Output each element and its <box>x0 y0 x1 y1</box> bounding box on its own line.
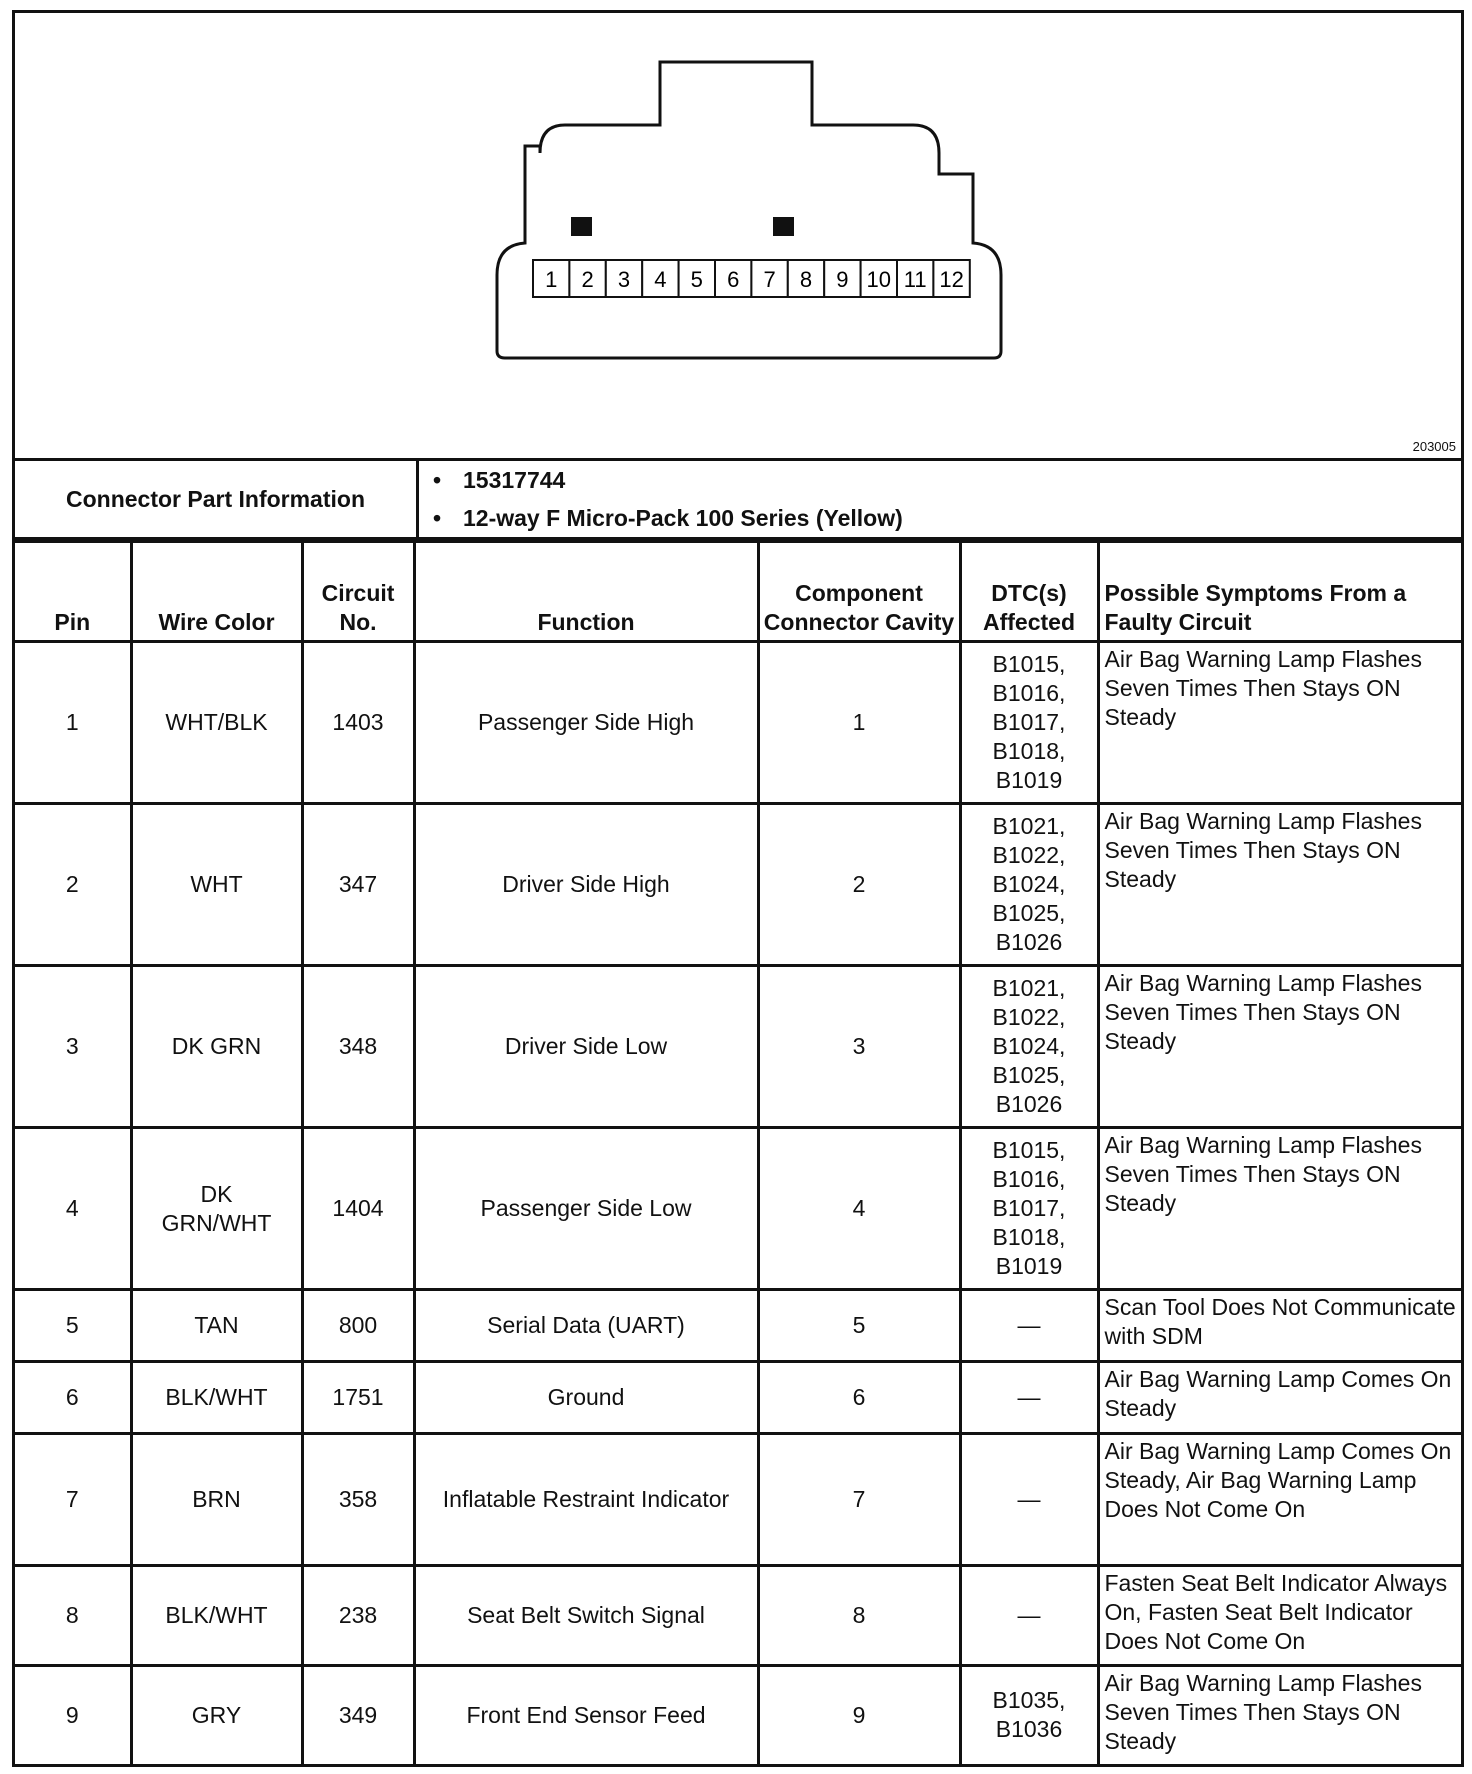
circuit-no-cell: 1751 <box>302 1362 414 1434</box>
symptoms-cell: Air Bag Warning Lamp Flashes Seven Times Then Stays ON Steady <box>1098 1128 1461 1290</box>
pin-number: 4 <box>654 267 667 292</box>
circuit-no-cell: 1404 <box>302 1128 414 1290</box>
dtc-code: — <box>1017 1486 1041 1512</box>
circuit-no-cell: 238 <box>302 1566 414 1666</box>
function-cell: Driver Side High <box>414 804 758 966</box>
dtc-code: B1021, <box>992 975 1066 1001</box>
table-header-row <box>15 542 1461 642</box>
pin-cell: 9 <box>15 1666 131 1764</box>
symptoms-cell: Air Bag Warning Lamp Flashes Seven Times Then Stays ON Steady <box>1098 804 1461 966</box>
dtc-code: — <box>1017 1602 1041 1628</box>
pin-number: 11 <box>903 267 927 292</box>
pin-cell: 1 <box>15 642 131 804</box>
function-cell: Serial Data (UART) <box>414 1290 758 1362</box>
dtc-code: — <box>1017 1312 1041 1338</box>
dtc-code: B1015, <box>992 1137 1066 1163</box>
cavity-cell: 3 <box>758 966 960 1128</box>
pin-number: 9 <box>836 267 849 292</box>
circuit-no-cell: 348 <box>302 966 414 1128</box>
dtc-code: B1019 <box>995 767 1063 793</box>
dtc-code: B1021, <box>992 813 1066 839</box>
connector-outline <box>497 62 1001 358</box>
cavity-cell: 6 <box>758 1362 960 1434</box>
dtc-code: B1018, <box>992 738 1066 764</box>
header-symptoms: Possible Symptoms From a Faulty Circuit <box>1098 542 1461 642</box>
symptoms-cell: Fasten Seat Belt Indicator Always On, Fasten Seat Belt Indicator Does Not Come On <box>1098 1566 1461 1666</box>
pin-number: 10 <box>866 267 892 292</box>
connector-diagram-panel <box>15 13 1461 461</box>
dtc-code: B1015, <box>992 651 1066 677</box>
figure-id: 203005 <box>1412 439 1456 454</box>
cavity-cell: 2 <box>758 804 960 966</box>
dtc-code: B1016, <box>992 1166 1066 1192</box>
dtc-code: B1017, <box>992 1195 1066 1221</box>
cavity-cell: 8 <box>758 1566 960 1666</box>
wire-color-cell: BLK/WHT <box>131 1566 302 1666</box>
dtc-code: B1026 <box>995 1091 1063 1117</box>
latch-key-right <box>773 217 794 236</box>
pin-cavity-row <box>533 260 970 297</box>
table-row <box>15 1362 1461 1434</box>
dtc-cell <box>960 642 1098 804</box>
pin-cell: 4 <box>15 1128 131 1290</box>
circuit-no-cell: 347 <box>302 804 414 966</box>
table-row <box>15 804 1461 966</box>
pin-cell: 5 <box>15 1290 131 1362</box>
header-wire-color: Wire Color <box>131 542 302 642</box>
dtc-code: B1024, <box>992 871 1066 897</box>
function-cell: Inflatable Restraint Indicator <box>414 1434 758 1566</box>
pin-cell: 8 <box>15 1566 131 1666</box>
dtc-code: B1018, <box>992 1224 1066 1250</box>
header-function: Function <box>414 542 758 642</box>
pinout-table <box>15 540 1461 1764</box>
function-cell: Passenger Side Low <box>414 1128 758 1290</box>
connector-face-drawing <box>15 13 1461 438</box>
dtc-cell <box>960 1434 1098 1566</box>
pin-cell: 2 <box>15 804 131 966</box>
symptoms-cell: Air Bag Warning Lamp Flashes Seven Times Then Stays ON Steady <box>1098 642 1461 804</box>
dtc-code: B1025, <box>992 900 1066 926</box>
wire-color-cell: DK GRN/WHT <box>131 1128 302 1290</box>
pin-number: 2 <box>581 267 594 292</box>
function-cell: Front End Sensor Feed <box>414 1666 758 1764</box>
cavity-cell: 7 <box>758 1434 960 1566</box>
pin-number: 1 <box>545 267 558 292</box>
dtc-cell <box>960 1290 1098 1362</box>
symptoms-cell: Scan Tool Does Not Communicate with SDM <box>1098 1290 1461 1362</box>
header-dtc: DTC(s) Affected <box>960 542 1098 642</box>
function-cell: Passenger Side High <box>414 642 758 804</box>
function-cell: Seat Belt Switch Signal <box>414 1566 758 1666</box>
pin-number: 3 <box>617 267 631 292</box>
table-row <box>15 1434 1461 1566</box>
dtc-cell <box>960 966 1098 1128</box>
cavity-cell: 9 <box>758 1666 960 1764</box>
circuit-no-cell: 1403 <box>302 642 414 804</box>
table-row <box>15 966 1461 1128</box>
table-row <box>15 1128 1461 1290</box>
pin-number: 8 <box>799 267 813 292</box>
wire-color-cell: WHT <box>131 804 302 966</box>
dtc-code: B1016, <box>992 680 1066 706</box>
wire-color-cell: GRY <box>131 1666 302 1764</box>
pin-number: 7 <box>763 267 776 292</box>
connector-part-information-label: Connector Part Information <box>15 461 419 537</box>
dtc-code: B1035, <box>992 1687 1066 1714</box>
table-row <box>15 1290 1461 1362</box>
symptoms-cell: Air Bag Warning Lamp Comes On Steady, Air Bag Warning Lamp Does Not Come On <box>1098 1434 1461 1566</box>
latch-key-left <box>571 217 592 236</box>
dtc-code: — <box>1017 1384 1041 1410</box>
cavity-cell: 4 <box>758 1128 960 1290</box>
dtc-code: B1019 <box>995 1253 1063 1279</box>
part-number: • 15317744 <box>463 461 1461 499</box>
connector-description: • 12-way F Micro-Pack 100 Series (Yellow) <box>463 499 1461 537</box>
circuit-no-cell: 358 <box>302 1434 414 1566</box>
connector-part-information <box>15 461 1461 540</box>
dtc-cell <box>960 1128 1098 1290</box>
cavity-cell: 5 <box>758 1290 960 1362</box>
dtc-code: B1022, <box>992 842 1066 868</box>
dtc-code: B1017, <box>992 709 1066 735</box>
table-row <box>15 1566 1461 1666</box>
wire-color-cell: TAN <box>131 1290 302 1362</box>
wire-color-cell: BRN <box>131 1434 302 1566</box>
circuit-no-cell: 800 <box>302 1290 414 1362</box>
wire-color-cell: DK GRN <box>131 966 302 1128</box>
circuit-no-cell: 349 <box>302 1666 414 1764</box>
dtc-code: B1026 <box>995 929 1063 955</box>
dtc-code: B1036 <box>995 1716 1063 1743</box>
function-cell: Driver Side Low <box>414 966 758 1128</box>
pin-number: 6 <box>727 267 740 292</box>
connector-part-information-values <box>419 461 1461 537</box>
table-row <box>15 1666 1461 1764</box>
symptoms-cell: Air Bag Warning Lamp Comes On Steady <box>1098 1362 1461 1434</box>
dtc-cell <box>960 804 1098 966</box>
header-cavity: Component Connector Cavity <box>758 542 960 642</box>
dtc-code: B1025, <box>992 1062 1066 1088</box>
function-cell: Ground <box>414 1362 758 1434</box>
dtc-cell <box>960 1666 1098 1764</box>
header-circuit-no: Circuit No. <box>302 542 414 642</box>
pin-cell: 7 <box>15 1434 131 1566</box>
pin-cell: 3 <box>15 966 131 1128</box>
dtc-code: B1022, <box>992 1004 1066 1030</box>
dtc-cell <box>960 1566 1098 1666</box>
dtc-code: B1024, <box>992 1033 1066 1059</box>
cavity-cell: 1 <box>758 642 960 804</box>
wire-color-cell: BLK/WHT <box>131 1362 302 1434</box>
symptoms-cell: Air Bag Warning Lamp Flashes Seven Times Then Stays ON Steady <box>1098 966 1461 1128</box>
table-row <box>15 642 1461 804</box>
header-pin: Pin <box>15 542 131 642</box>
pin-number: 12 <box>939 267 964 292</box>
dtc-cell <box>960 1362 1098 1434</box>
pin-number: 5 <box>690 267 703 292</box>
wire-color-cell: WHT/BLK <box>131 642 302 804</box>
connector-end-view-sheet <box>12 10 1464 1767</box>
symptoms-cell: Air Bag Warning Lamp Flashes Seven Times Then Stays ON Steady <box>1098 1666 1461 1764</box>
pin-cell: 6 <box>15 1362 131 1434</box>
